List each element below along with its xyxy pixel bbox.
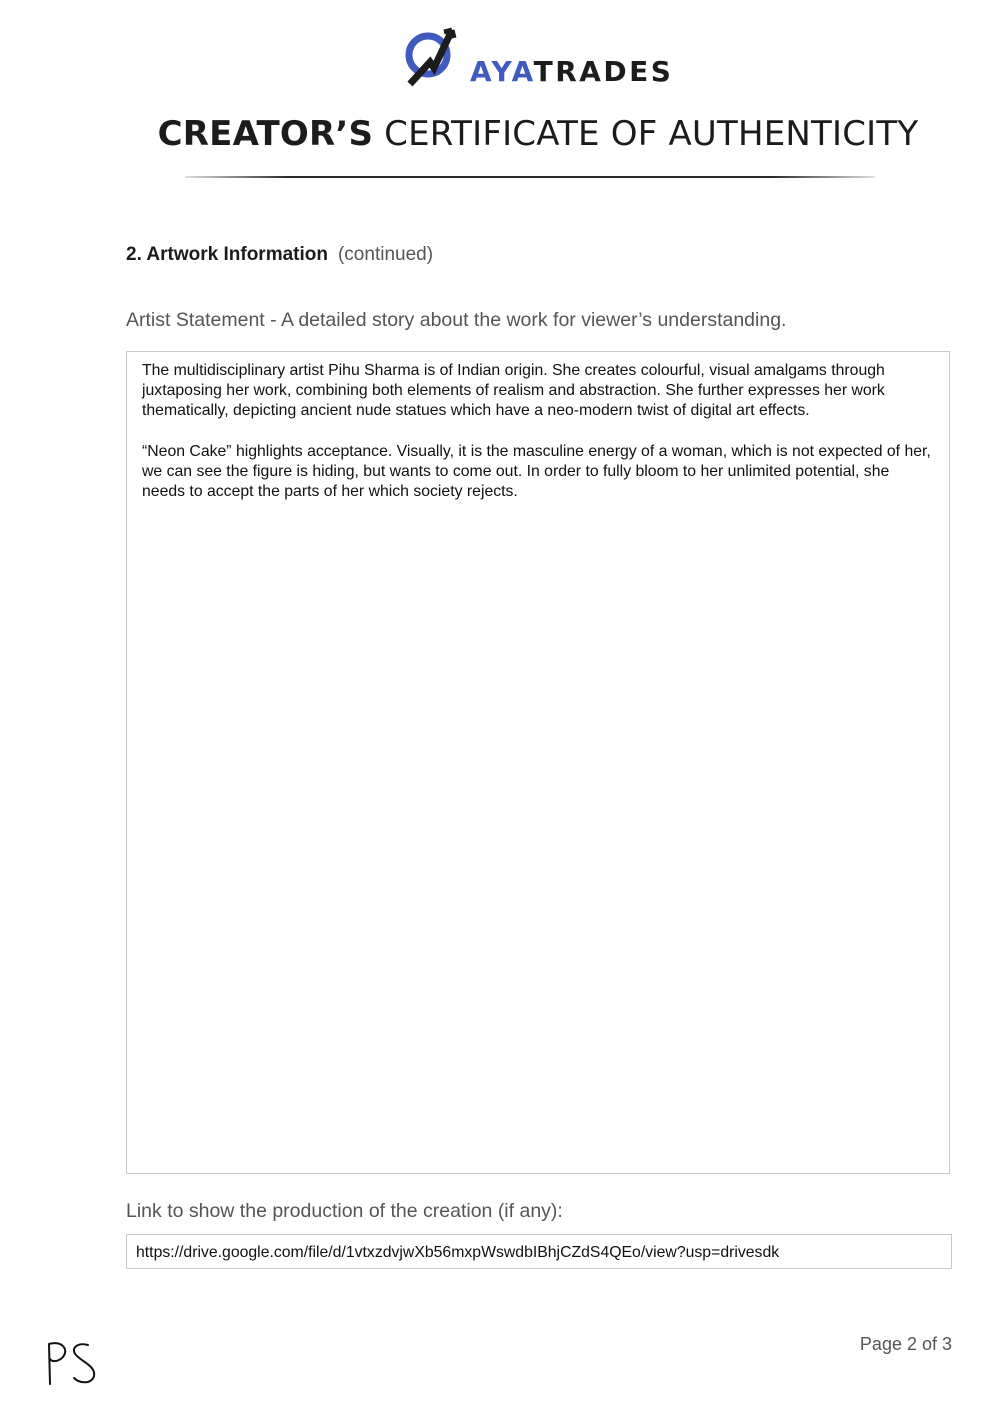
brand-wordmark — [470, 55, 674, 88]
signature — [40, 1338, 102, 1393]
brand-name-trades: TRADES — [533, 55, 674, 88]
artist-statement-field[interactable] — [126, 351, 950, 1174]
section-heading-continued: (continued) — [337, 244, 434, 265]
production-link-field[interactable]: https://drive.google.com/file/d/1vtxzdvjwXb56mxpWswdbIBhjCZdS4QEo/view?usp=drivesdk — [126, 1234, 952, 1269]
title-divider — [185, 176, 875, 178]
signature-initials-icon — [40, 1338, 102, 1388]
brand-name-aya: AYA — [470, 55, 534, 88]
artist-statement-paragraph-2: “Neon Cake” highlights acceptance. Visually, it is the masculine energy of a woman, which is not expected of her, we can see the figure is hiding, but wants to come out. In order to fully bloom to her unlimited potential, she needs to accept the parts of her which society rejects. — [142, 442, 931, 501]
certificate-title — [0, 114, 1000, 154]
section-heading-title: 2. Artwork Information — [126, 244, 328, 265]
production-link-label: Link to show the production of the creation (if any): — [126, 1200, 563, 1222]
artist-statement-paragraph-1: The multidisciplinary artist Pihu Sharma is of Indian origin. She creates colourful, visual amalgams through juxtaposing her work, combining both elements of realism and abstraction. She further expresses her work thematically, depicting ancient nude statues which have a neo-modern twist of digital art effects. — [142, 362, 885, 420]
section-heading — [126, 244, 433, 266]
certificate-title-bold: CREATOR’S — [157, 114, 374, 154]
certificate-title-rest: CERTIFICATE OF AUTHENTICITY — [384, 114, 919, 154]
brand-logo — [404, 22, 674, 88]
page-number: Page 2 of 3 — [859, 1334, 952, 1354]
brand-mark-icon — [404, 22, 464, 88]
artist-statement-label: Artist Statement - A detailed story about the work for viewer’s understanding. — [126, 309, 787, 331]
